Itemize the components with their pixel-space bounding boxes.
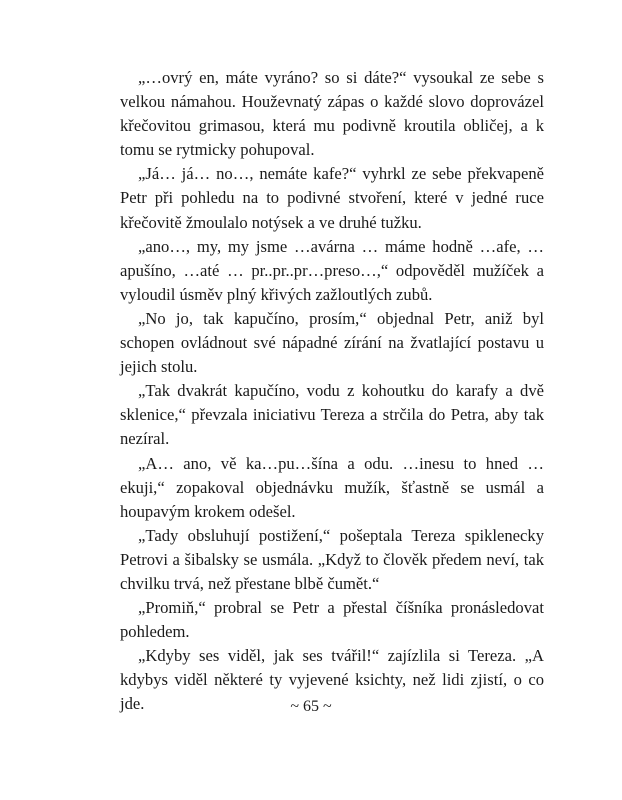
page-number: ~ 65 ~ <box>290 698 332 715</box>
paragraph-1: „…ovrý en, máte vyráno? so si dáte?“ vysoukal ze sebe s velkou námahou. Houževnatý zápas o každé slovo doprovázel křečovitou grimasou, která mu podivně kroutila obličej, a k tomu se rytmicky pohupoval. <box>120 68 544 160</box>
paragraph-4: „No jo, tak kapučíno, prosím,“ objednal Petr, aniž byl schopen ovládnout své nápadné zírání na žvatlající postavu u jejich stolu. <box>120 308 544 377</box>
paragraph-9: „Kdyby ses viděl, jak ses tvářil!“ zajízlila si Tereza. „A kdybys viděl některé ty vyjevené ksichty, než lidi zjistí, o co jde. <box>120 646 544 714</box>
body-text <box>120 66 544 717</box>
paragraph-7: „Tady obsluhují postižení,“ pošeptala Tereza spiklenecky Petrovi a šibalsky se usmála. „Když to člověk předem neví, tak chvilku trvá, než přestane blbě čumět.“ <box>120 525 544 593</box>
paragraph-8: „Promiň,“ probral se Petr a přestal číšníka pronásledovat pohledem. <box>120 598 544 642</box>
paragraph-5: „Tak dvakrát kapučíno, vodu z kohoutku do karafy a dvě sklenice,“ převzala iniciativu Tereza a strčila do Petra, aby tak nezíral. <box>120 381 544 449</box>
paragraph-2: „Já… já… no…, nemáte kafe?“ vyhrkl ze sebe překvapeně Petr při pohledu na to podivné stvoření, které v jedné ruce křečovitě žmoulalo notýsek a ve druhé tužku. <box>120 164 544 232</box>
paragraph-3: „ano…, my, my jsme …avárna … máme hodně …afe, … apušíno, …até … pr..pr..pr…preso…,“ odpověděl mužíček a vyloudil úsměv plný křivých zažloutlých zubů. <box>120 236 544 304</box>
paragraph-6: „A… ano, vě ka…pu…šína a odu. …inesu to hned … ekuji,“ zopakoval objednávku mužík, šťastně se usmál a houpavým krokem odešel. <box>120 453 544 521</box>
